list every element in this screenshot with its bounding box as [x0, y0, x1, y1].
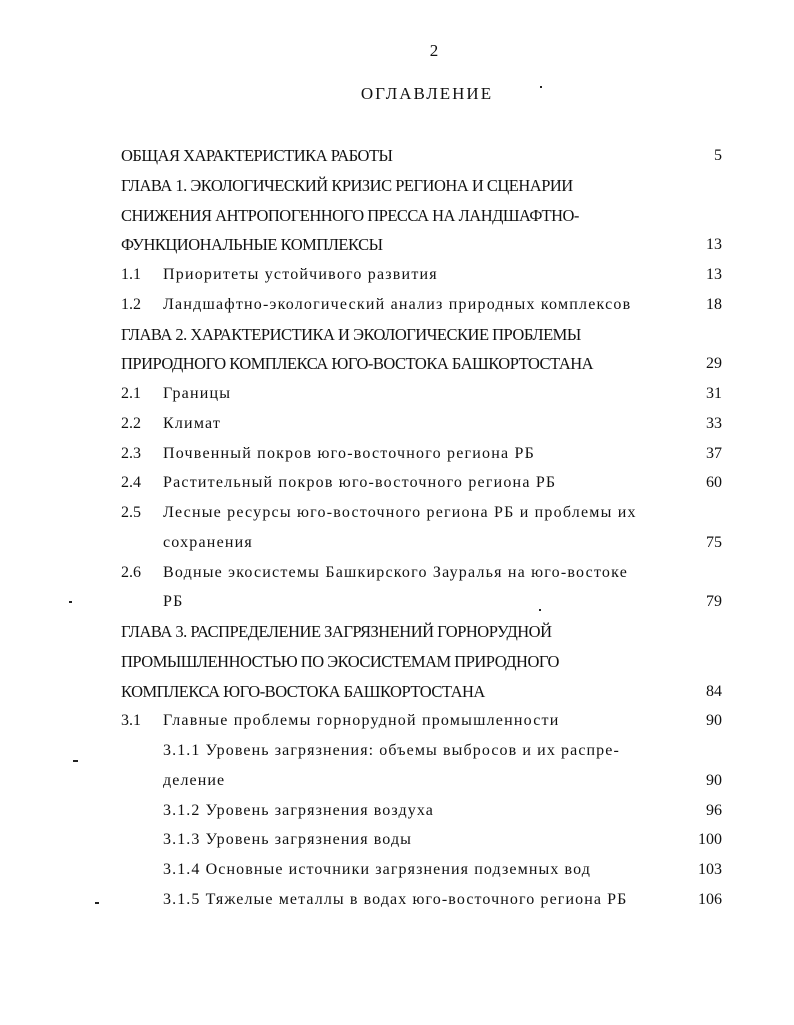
section-number: 1.1 [121, 266, 141, 283]
page-ref: 79 [706, 593, 722, 611]
toc-line [0, 290, 794, 320]
toc-title: 3.1.4 Основные источники загрязнения подземных вод [163, 861, 591, 878]
toc-line [0, 468, 794, 498]
toc-line [0, 201, 794, 231]
toc-line [0, 587, 794, 617]
toc-title: ГЛАВА 3. РАСПРЕДЕЛЕНИЕ ЗАГРЯЗНЕНИЙ ГОРНОРУДНОЙ [121, 622, 552, 641]
section-number: 2.1 [121, 385, 141, 402]
page-ref: 13 [706, 236, 722, 254]
toc-title: Растительный покров юго-восточного региона РБ [163, 474, 557, 492]
toc-entry-sec [0, 290, 794, 320]
toc-title: Лесные ресурсы юго-восточного региона РБ и проблемы их [163, 504, 637, 521]
section-number: 2.6 [121, 563, 141, 581]
toc-line [0, 230, 794, 260]
toc-line [0, 528, 794, 558]
page-ref: 31 [706, 385, 722, 402]
toc-entry-sub [0, 796, 794, 826]
toc-line [0, 766, 794, 796]
toc-line [0, 379, 794, 409]
toc-entry-chap [0, 320, 794, 380]
toc-entry-sec [0, 706, 794, 736]
toc-entry-sec [0, 498, 794, 558]
toc-entry-sec [0, 468, 794, 498]
page-ref: 18 [706, 295, 722, 313]
page-ref: 13 [706, 266, 722, 283]
toc-line [0, 825, 794, 855]
toc-heading: ОГЛАВЛЕНИЕ [360, 84, 494, 103]
toc-line [0, 141, 794, 171]
toc-line [0, 677, 794, 707]
toc-line [0, 736, 794, 766]
toc-entry-chap [0, 171, 794, 260]
toc-entry-sub [0, 825, 794, 855]
toc-title: Приоритеты устойчивого развития [163, 266, 438, 283]
page-ref: 90 [706, 771, 722, 789]
section-number: 1.2 [121, 295, 141, 313]
page-ref: 37 [706, 444, 722, 462]
toc-entry-sec [0, 439, 794, 469]
toc-title: СНИЖЕНИЯ АНТРОПОГЕННОГО ПРЕССА НА ЛАНДШАФТНО- [121, 205, 579, 225]
table-of-contents [0, 141, 794, 915]
toc-entry-sub [0, 885, 794, 915]
page-number: 2 [429, 41, 439, 60]
toc-line [0, 558, 794, 588]
toc-title: ПРИРОДНОГО КОМПЛЕКСА ЮГО-ВОСТОКА БАШКОРТОСТАНА [121, 354, 594, 374]
toc-title: 3.1.3 Уровень загрязнения воды [163, 831, 413, 849]
page-ref: 60 [706, 474, 722, 492]
scan-speck [69, 601, 72, 603]
page-ref: 103 [698, 861, 722, 878]
toc-title: ГЛАВА 1. ЭКОЛОГИЧЕСКИЙ КРИЗИС РЕГИОНА И СЦЕНАРИИ [121, 175, 573, 195]
page-ref: 5 [714, 147, 722, 164]
toc-line [0, 855, 794, 885]
toc-title: ФУНКЦИОНАЛЬНЫЕ КОМПЛЕКСЫ [121, 235, 383, 255]
page-ref: 100 [698, 831, 722, 849]
toc-title: ПРОМЫШЛЕННОСТЬЮ ПО ЭКОСИСТЕМАМ ПРИРОДНОГО [121, 651, 559, 671]
toc-title: КОМПЛЕКСА ЮГО-ВОСТОКА БАШКОРТОСТАНА [121, 681, 485, 701]
section-number: 3.1 [121, 712, 141, 730]
toc-title: ГЛАВА 2. ХАРАКТЕРИСТИКА И ЭКОЛОГИЧЕСКИЕ ПРОБЛЕМЫ [121, 324, 581, 344]
toc-title: Климат [163, 414, 222, 432]
toc-line [0, 320, 794, 350]
toc-line [0, 796, 794, 826]
page-ref: 106 [698, 890, 722, 908]
toc-line [0, 885, 794, 915]
section-number: 2.5 [121, 504, 141, 521]
toc-title: деление [163, 771, 226, 789]
toc-line [0, 260, 794, 290]
toc-title: ОБЩАЯ ХАРАКТЕРИСТИКА РАБОТЫ [121, 146, 393, 165]
page-ref: 84 [706, 682, 722, 700]
toc-line [0, 409, 794, 439]
scan-speck [539, 609, 541, 611]
page-ref: 75 [706, 533, 722, 551]
toc-line [0, 617, 794, 647]
toc-line [0, 171, 794, 201]
section-number: 2.3 [121, 444, 141, 462]
toc-title: Водные экосистемы Башкирского Зауралья на юго-востоке [163, 563, 628, 581]
scan-speck [540, 86, 542, 88]
page-ref: 96 [706, 801, 722, 819]
toc-title: 3.1.2 Уровень загрязнения воздуха [163, 801, 434, 819]
toc-line [0, 498, 794, 528]
toc-entry-sec [0, 379, 794, 409]
toc-entry-sub [0, 855, 794, 885]
toc-title: Границы [163, 385, 232, 402]
toc-title: Главные проблемы горнорудной промышленности [163, 712, 560, 730]
toc-title: сохранения [163, 533, 253, 551]
section-number: 2.2 [121, 414, 141, 432]
toc-entry-sec [0, 409, 794, 439]
toc-title: РБ [163, 593, 184, 611]
toc-line [0, 439, 794, 469]
toc-line [0, 706, 794, 736]
section-number: 2.4 [121, 474, 141, 492]
toc-entry-chap [0, 141, 794, 171]
scan-speck [73, 760, 78, 762]
toc-title: 3.1.1 Уровень загрязнения: объемы выбросов и их распре- [163, 742, 620, 759]
toc-entry-sec [0, 558, 794, 618]
toc-title: Почвенный покров юго-восточного региона РБ [163, 444, 535, 462]
toc-title: Ландшафтно-экологический анализ природных комплексов [163, 295, 632, 313]
toc-line [0, 349, 794, 379]
toc-entry-chap [0, 617, 794, 706]
toc-entry-sec [0, 260, 794, 290]
page-ref: 33 [706, 414, 722, 432]
page-ref: 29 [706, 355, 722, 373]
scan-speck [95, 902, 99, 904]
toc-title: 3.1.5 Тяжелые металлы в водах юго-восточного региона РБ [163, 890, 628, 908]
toc-line [0, 647, 794, 677]
toc-entry-sub [0, 736, 794, 796]
page-ref: 90 [706, 712, 722, 730]
